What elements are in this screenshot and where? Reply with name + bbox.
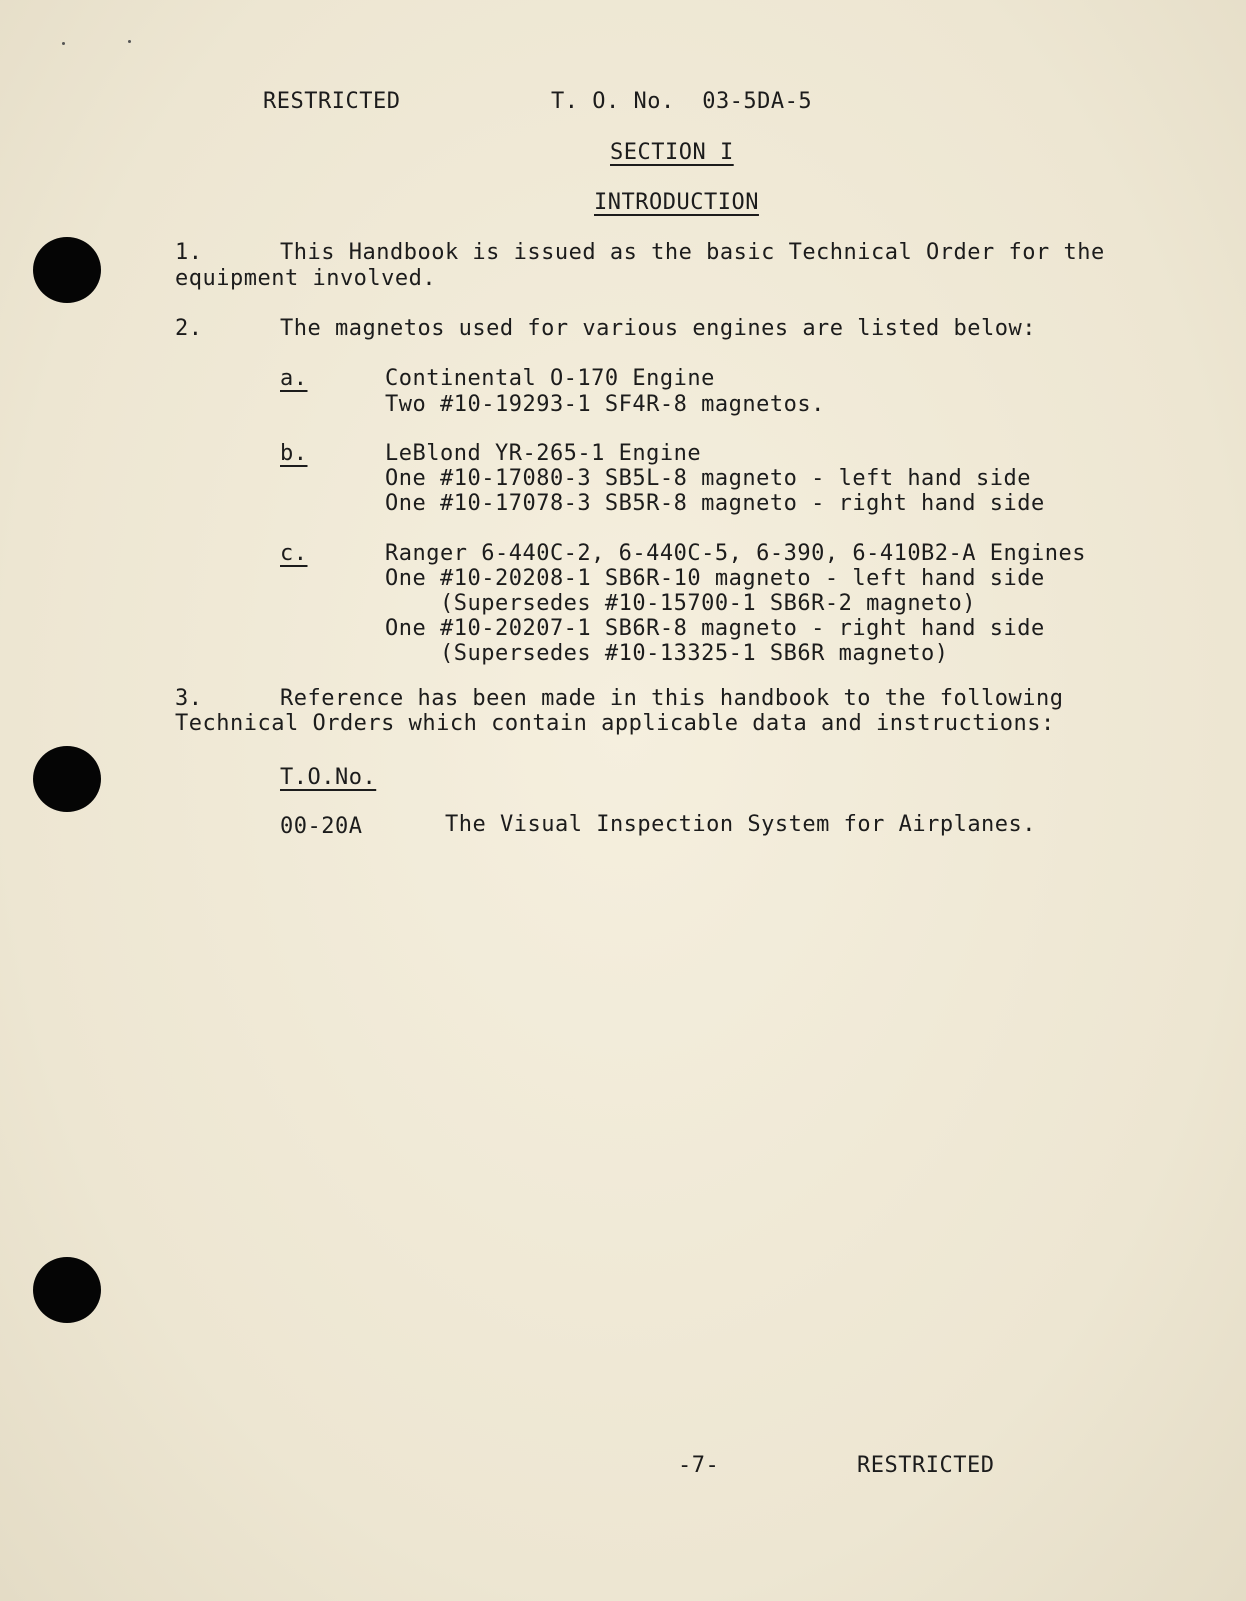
footer-restricted: RESTRICTED [857, 1453, 995, 1478]
header-restricted: RESTRICTED [263, 89, 401, 114]
item-line: One #10-17080-3 SB5L-8 magneto - left hand side [385, 466, 1032, 491]
paragraph-text: This Handbook is issued as the basic Technical Order for the [280, 240, 1105, 265]
section-subtitle: INTRODUCTION [594, 190, 759, 215]
paper-speck [128, 40, 131, 43]
paragraph-text: Technical Orders which contain applicable data and instructions: [175, 711, 1055, 736]
item-line: Ranger 6-440C-2, 6-440C-5, 6-390, 6-410B2-A Engines [385, 541, 1087, 566]
paragraph-text: equipment involved. [175, 266, 437, 291]
paragraph-text: Reference has been made in this handbook to the following [280, 686, 1064, 711]
table-header: T.O.No. [280, 765, 377, 790]
paragraph-number: 2. [175, 316, 203, 341]
punch-hole [33, 1257, 101, 1323]
page-number: -7- [678, 1453, 720, 1478]
item-line: Continental O-170 Engine [385, 366, 715, 391]
item-line: One #10-20207-1 SB6R-8 magneto - right hand side [385, 616, 1045, 641]
paragraph-number: 3. [175, 686, 203, 711]
item-letter: c. [280, 541, 308, 566]
item-line: (Supersedes #10-13325-1 SB6R magneto) [385, 641, 949, 666]
punch-hole [33, 237, 101, 303]
paragraph-number: 1. [175, 240, 203, 265]
to-description-cell: The Visual Inspection System for Airplanes. [445, 812, 1037, 837]
section-title: SECTION I [610, 140, 734, 165]
to-number-cell: 00-20A [280, 814, 363, 839]
item-line: LeBlond YR-265-1 Engine [385, 441, 702, 466]
punch-hole [33, 746, 101, 812]
header-to-number: T. O. No. 03-5DA-5 [551, 89, 813, 114]
item-line: One #10-17078-3 SB5R-8 magneto - right hand side [385, 491, 1045, 516]
item-letter: a. [280, 366, 308, 391]
item-line: (Supersedes #10-15700-1 SB6R-2 magneto) [385, 591, 977, 616]
item-line: Two #10-19293-1 SF4R-8 magnetos. [385, 392, 825, 417]
item-letter: b. [280, 441, 308, 466]
paragraph-text: The magnetos used for various engines are listed below: [280, 316, 1036, 341]
item-line: One #10-20208-1 SB6R-10 magneto - left hand side [385, 566, 1045, 591]
paper-speck [62, 42, 65, 45]
